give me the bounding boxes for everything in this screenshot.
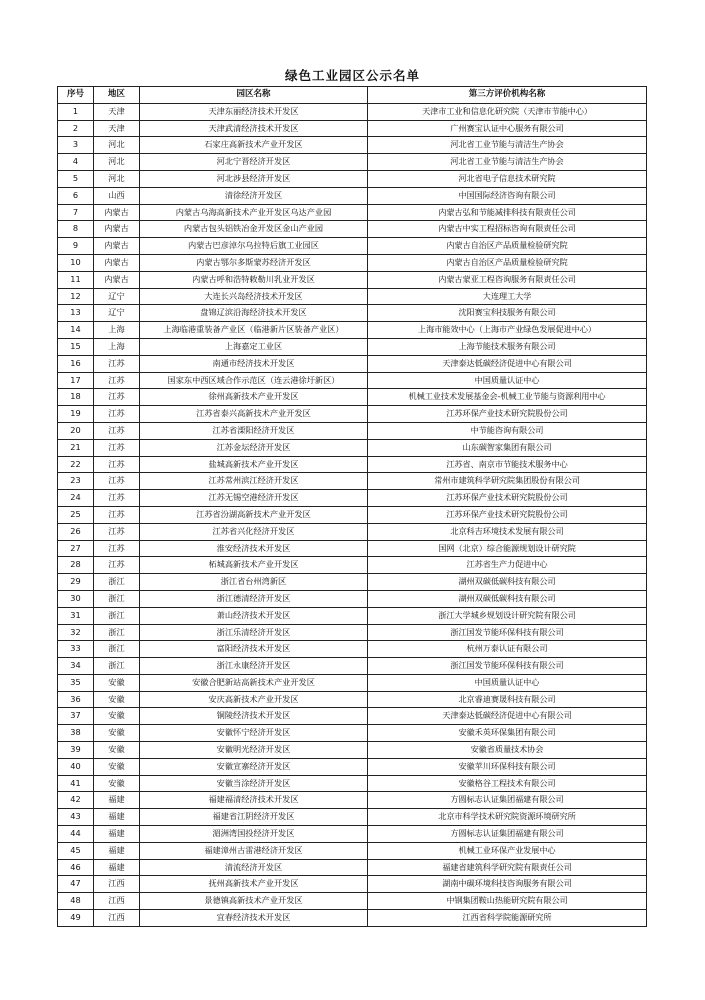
table-row xyxy=(58,826,647,843)
row-no: 34 xyxy=(58,658,94,675)
row-region: 浙江 xyxy=(94,624,140,641)
row-evaluator: 上海节能技术服务有限公司 xyxy=(368,338,647,355)
row-park-name: 福建福清经济技术开发区 xyxy=(140,792,368,809)
table-row xyxy=(58,590,647,607)
table-row xyxy=(58,288,647,305)
row-no: 9 xyxy=(58,238,94,255)
row-region: 浙江 xyxy=(94,658,140,675)
row-region: 内蒙古 xyxy=(94,204,140,221)
row-park-name: 安徽宣寨经济开发区 xyxy=(140,758,368,775)
row-evaluator: 天津市工业和信息化研究院（天津市节能中心） xyxy=(368,103,647,120)
row-no: 12 xyxy=(58,288,94,305)
table-row xyxy=(58,355,647,372)
table-row xyxy=(58,540,647,557)
table-row xyxy=(58,406,647,423)
row-evaluator: 河北省电子信息技术研究院 xyxy=(368,170,647,187)
row-evaluator: 国网（北京）综合能源规划设计研究院 xyxy=(368,540,647,557)
row-park-name: 福建漳州古雷港经济开发区 xyxy=(140,842,368,859)
table-row xyxy=(58,691,647,708)
row-evaluator: 江苏环保产业技术研究院股份公司 xyxy=(368,490,647,507)
row-no: 27 xyxy=(58,540,94,557)
header-region: 地区 xyxy=(94,87,140,104)
row-region: 江苏 xyxy=(94,473,140,490)
row-region: 江苏 xyxy=(94,490,140,507)
row-no: 36 xyxy=(58,691,94,708)
row-evaluator: 中国国际经济咨询有限公司 xyxy=(368,187,647,204)
row-evaluator: 安徽省质量技术协会 xyxy=(368,742,647,759)
row-region: 江苏 xyxy=(94,456,140,473)
table-row xyxy=(58,422,647,439)
row-evaluator: 内蒙古弘和节能减排科技有限责任公司 xyxy=(368,204,647,221)
row-no: 31 xyxy=(58,607,94,624)
row-evaluator: 安徽禾英环保集团有限公司 xyxy=(368,725,647,742)
row-park-name: 南通市经济技术开发区 xyxy=(140,355,368,372)
row-park-name: 江苏省汾湖高新技术产业开发区 xyxy=(140,506,368,523)
table-row xyxy=(58,725,647,742)
row-park-name: 柘城高新技术产业开发区 xyxy=(140,557,368,574)
table-row xyxy=(58,708,647,725)
row-park-name: 大连长兴岛经济技术开发区 xyxy=(140,288,368,305)
table-row xyxy=(58,170,647,187)
table-row xyxy=(58,103,647,120)
row-evaluator: 江苏环保产业技术研究院股份公司 xyxy=(368,406,647,423)
row-no: 21 xyxy=(58,439,94,456)
row-no: 6 xyxy=(58,187,94,204)
row-region: 安徽 xyxy=(94,758,140,775)
row-park-name: 江苏省泰兴高新技术产业开发区 xyxy=(140,406,368,423)
table-row xyxy=(58,910,647,927)
row-region: 江苏 xyxy=(94,422,140,439)
row-no: 14 xyxy=(58,322,94,339)
row-park-name: 内蒙古呼和浩特敕勒川乳业开发区 xyxy=(140,271,368,288)
row-evaluator: 北京睿迪赛晟科技有限公司 xyxy=(368,691,647,708)
row-evaluator: 安徽格谷工程技术有限公司 xyxy=(368,775,647,792)
row-no: 25 xyxy=(58,506,94,523)
row-region: 江苏 xyxy=(94,389,140,406)
row-evaluator: 安徽苹川环保科技有限公司 xyxy=(368,758,647,775)
row-no: 26 xyxy=(58,523,94,540)
row-evaluator: 江苏省、南京市节能技术服务中心 xyxy=(368,456,647,473)
row-park-name: 萧山经济技术开发区 xyxy=(140,607,368,624)
row-evaluator: 中节能咨询有限公司 xyxy=(368,422,647,439)
row-evaluator: 方圆标志认证集团福建有限公司 xyxy=(368,792,647,809)
row-region: 江苏 xyxy=(94,506,140,523)
table-row xyxy=(58,254,647,271)
row-evaluator: 机械工业环保产业发展中心 xyxy=(368,842,647,859)
row-no: 3 xyxy=(58,137,94,154)
row-park-name: 淮安经济技术开发区 xyxy=(140,540,368,557)
row-no: 46 xyxy=(58,859,94,876)
table-row xyxy=(58,876,647,893)
row-evaluator: 河北省工业节能与清洁生产协会 xyxy=(368,154,647,171)
row-region: 辽宁 xyxy=(94,305,140,322)
row-region: 浙江 xyxy=(94,607,140,624)
table-row xyxy=(58,758,647,775)
row-region: 福建 xyxy=(94,859,140,876)
row-evaluator: 江西省科学院能源研究所 xyxy=(368,910,647,927)
row-park-name: 盐城高新技术产业开发区 xyxy=(140,456,368,473)
row-region: 安徽 xyxy=(94,775,140,792)
row-park-name: 上海嘉定工业区 xyxy=(140,338,368,355)
row-park-name: 江苏省兴化经济开发区 xyxy=(140,523,368,540)
row-evaluator: 北京科吉环境技术发展有限公司 xyxy=(368,523,647,540)
row-park-name: 清徐经济开发区 xyxy=(140,187,368,204)
row-region: 内蒙古 xyxy=(94,221,140,238)
row-region: 内蒙古 xyxy=(94,271,140,288)
table-row xyxy=(58,809,647,826)
table-row xyxy=(58,557,647,574)
row-region: 浙江 xyxy=(94,590,140,607)
row-no: 33 xyxy=(58,641,94,658)
row-park-name: 浙江乐清经济开发区 xyxy=(140,624,368,641)
row-no: 45 xyxy=(58,842,94,859)
row-no: 18 xyxy=(58,389,94,406)
table-row xyxy=(58,607,647,624)
row-evaluator: 浙江国发节能环保科技有限公司 xyxy=(368,624,647,641)
row-no: 17 xyxy=(58,372,94,389)
row-no: 42 xyxy=(58,792,94,809)
row-park-name: 景德镇高新技术产业开发区 xyxy=(140,893,368,910)
row-region: 安徽 xyxy=(94,742,140,759)
row-no: 48 xyxy=(58,893,94,910)
row-evaluator: 内蒙古自治区产品质量检验研究院 xyxy=(368,254,647,271)
row-evaluator: 湖州双碳低碳科技有限公司 xyxy=(368,590,647,607)
row-evaluator: 内蒙古中实工程招标咨询有限责任公司 xyxy=(368,221,647,238)
page-title: 绿色工业园区公示名单 xyxy=(284,68,420,83)
row-evaluator: 杭州万泰认证有限公司 xyxy=(368,641,647,658)
row-park-name: 安徽合肥新站高新技术产业开发区 xyxy=(140,674,368,691)
row-evaluator: 天津泰达低碳经济促进中心有限公司 xyxy=(368,708,647,725)
row-park-name: 安徽明光经济开发区 xyxy=(140,742,368,759)
row-no: 22 xyxy=(58,456,94,473)
table-row xyxy=(58,641,647,658)
row-evaluator: 江苏环保产业技术研究院股份公司 xyxy=(368,506,647,523)
row-no: 13 xyxy=(58,305,94,322)
table-row xyxy=(58,221,647,238)
table-row xyxy=(58,506,647,523)
row-evaluator: 湖州双碳低碳科技有限公司 xyxy=(368,574,647,591)
row-park-name: 内蒙古包头铝铁冶金开发区金山产业园 xyxy=(140,221,368,238)
row-evaluator: 中国质量认证中心 xyxy=(368,674,647,691)
row-no: 47 xyxy=(58,876,94,893)
row-park-name: 湄洲湾国投经济开发区 xyxy=(140,826,368,843)
row-no: 20 xyxy=(58,422,94,439)
table-row xyxy=(58,490,647,507)
row-region: 福建 xyxy=(94,792,140,809)
row-region: 江苏 xyxy=(94,439,140,456)
row-region: 辽宁 xyxy=(94,288,140,305)
table-row xyxy=(58,674,647,691)
table-row xyxy=(58,271,647,288)
row-region: 安徽 xyxy=(94,691,140,708)
row-region: 山西 xyxy=(94,187,140,204)
table-body xyxy=(58,103,647,926)
row-park-name: 宜春经济技术开发区 xyxy=(140,910,368,927)
row-region: 安徽 xyxy=(94,674,140,691)
row-park-name: 河北涉县经济开发区 xyxy=(140,170,368,187)
row-no: 41 xyxy=(58,775,94,792)
row-region: 江苏 xyxy=(94,372,140,389)
row-park-name: 江苏常州滨江经济开发区 xyxy=(140,473,368,490)
row-no: 24 xyxy=(58,490,94,507)
row-park-name: 徐州高新技术产业开发区 xyxy=(140,389,368,406)
row-no: 10 xyxy=(58,254,94,271)
row-no: 19 xyxy=(58,406,94,423)
row-park-name: 天津东丽经济技术开发区 xyxy=(140,103,368,120)
row-region: 江苏 xyxy=(94,540,140,557)
row-evaluator: 内蒙古自治区产品质量检验研究院 xyxy=(368,238,647,255)
row-park-name: 铜陵经济技术开发区 xyxy=(140,708,368,725)
row-no: 39 xyxy=(58,742,94,759)
row-region: 江苏 xyxy=(94,406,140,423)
row-park-name: 内蒙古巴彦淖尔乌拉特后旗工业园区 xyxy=(140,238,368,255)
row-no: 38 xyxy=(58,725,94,742)
row-evaluator: 湖南中碳环境科技咨询服务有限公司 xyxy=(368,876,647,893)
row-region: 河北 xyxy=(94,137,140,154)
row-region: 内蒙古 xyxy=(94,254,140,271)
table-header-row xyxy=(58,87,647,104)
row-region: 天津 xyxy=(94,103,140,120)
row-no: 37 xyxy=(58,708,94,725)
row-region: 江西 xyxy=(94,910,140,927)
table-row xyxy=(58,624,647,641)
row-park-name: 浙江永康经济开发区 xyxy=(140,658,368,675)
row-region: 安徽 xyxy=(94,725,140,742)
row-region: 江苏 xyxy=(94,523,140,540)
row-park-name: 抚州高新技术产业开发区 xyxy=(140,876,368,893)
row-no: 11 xyxy=(58,271,94,288)
row-park-name: 天津武清经济技术开发区 xyxy=(140,120,368,137)
table-row xyxy=(58,204,647,221)
row-region: 天津 xyxy=(94,120,140,137)
row-park-name: 浙江德清经济开发区 xyxy=(140,590,368,607)
row-evaluator: 浙江国发节能环保科技有限公司 xyxy=(368,658,647,675)
row-evaluator: 内蒙古蒙亚工程咨询服务有限责任公司 xyxy=(368,271,647,288)
row-evaluator: 常州市建筑科学研究院集团股份有限公司 xyxy=(368,473,647,490)
table-row xyxy=(58,775,647,792)
row-park-name: 浙江省台州湾新区 xyxy=(140,574,368,591)
row-evaluator: 方圆标志认证集团福建有限公司 xyxy=(368,826,647,843)
row-park-name: 内蒙古鄂尔多斯蒙苏经济开发区 xyxy=(140,254,368,271)
row-no: 8 xyxy=(58,221,94,238)
row-evaluator: 大连理工大学 xyxy=(368,288,647,305)
table-row xyxy=(58,792,647,809)
row-park-name: 江苏金坛经济开发区 xyxy=(140,439,368,456)
row-park-name: 安徽当涂经济开发区 xyxy=(140,775,368,792)
row-no: 40 xyxy=(58,758,94,775)
row-region: 福建 xyxy=(94,826,140,843)
row-region: 上海 xyxy=(94,322,140,339)
table-row xyxy=(58,658,647,675)
row-no: 28 xyxy=(58,557,94,574)
table-row xyxy=(58,120,647,137)
table-row xyxy=(58,523,647,540)
row-park-name: 上海临港重装备产业区（临港新片区装备产业区） xyxy=(140,322,368,339)
table-row xyxy=(58,574,647,591)
row-park-name: 石家庄高新技术产业开发区 xyxy=(140,137,368,154)
row-no: 44 xyxy=(58,826,94,843)
header-no: 序号 xyxy=(58,87,94,104)
row-region: 河北 xyxy=(94,170,140,187)
table-row xyxy=(58,322,647,339)
row-no: 1 xyxy=(58,103,94,120)
header-park-name: 园区名称 xyxy=(140,87,368,104)
table-row xyxy=(58,742,647,759)
row-evaluator: 河北省工业节能与清洁生产协会 xyxy=(368,137,647,154)
row-region: 浙江 xyxy=(94,641,140,658)
row-region: 福建 xyxy=(94,842,140,859)
row-park-name: 河北宁晋经济开发区 xyxy=(140,154,368,171)
table-row xyxy=(58,338,647,355)
row-region: 江西 xyxy=(94,893,140,910)
row-region: 安徽 xyxy=(94,708,140,725)
row-park-name: 福建省江阴经济开发区 xyxy=(140,809,368,826)
table-row xyxy=(58,859,647,876)
row-no: 43 xyxy=(58,809,94,826)
row-region: 江苏 xyxy=(94,355,140,372)
row-park-name: 内蒙古乌海高新技术产业开发区乌达产业园 xyxy=(140,204,368,221)
row-no: 7 xyxy=(58,204,94,221)
row-evaluator: 沈阳赛宝科技服务有限公司 xyxy=(368,305,647,322)
table-row xyxy=(58,137,647,154)
row-park-name: 安庆高新技术产业开发区 xyxy=(140,691,368,708)
table-row xyxy=(58,389,647,406)
table-row xyxy=(58,372,647,389)
row-evaluator: 广州赛宝认证中心服务有限公司 xyxy=(368,120,647,137)
row-park-name: 盘锦辽滨沿海经济技术开发区 xyxy=(140,305,368,322)
row-no: 35 xyxy=(58,674,94,691)
table-row xyxy=(58,456,647,473)
row-park-name: 安徽怀宁经济开发区 xyxy=(140,725,368,742)
row-evaluator: 江苏省生产力促进中心 xyxy=(368,557,647,574)
row-region: 福建 xyxy=(94,809,140,826)
table-row xyxy=(58,473,647,490)
table-row xyxy=(58,439,647,456)
table-row xyxy=(58,154,647,171)
row-evaluator: 福建省建筑科学研究院有限责任公司 xyxy=(368,859,647,876)
row-evaluator: 北京市科学技术研究院资源环境研究所 xyxy=(368,809,647,826)
green-park-table xyxy=(57,86,647,927)
table-row xyxy=(58,893,647,910)
row-no: 30 xyxy=(58,590,94,607)
row-park-name: 江苏无锡空港经济开发区 xyxy=(140,490,368,507)
row-park-name: 富阳经济技术开发区 xyxy=(140,641,368,658)
row-no: 32 xyxy=(58,624,94,641)
row-park-name: 国家东中西区域合作示范区（连云港徐圩新区） xyxy=(140,372,368,389)
table-row xyxy=(58,238,647,255)
row-no: 5 xyxy=(58,170,94,187)
row-region: 上海 xyxy=(94,338,140,355)
row-region: 河北 xyxy=(94,154,140,171)
row-park-name: 江苏省溧阳经济开发区 xyxy=(140,422,368,439)
header-evaluator: 第三方评价机构名称 xyxy=(368,87,647,104)
table-row xyxy=(58,187,647,204)
row-evaluator: 天津泰达低碳经济促进中心有限公司 xyxy=(368,355,647,372)
table-row xyxy=(58,305,647,322)
row-evaluator: 中钢集团鞍山热能研究院有限公司 xyxy=(368,893,647,910)
row-evaluator: 山东碳智家集团有限公司 xyxy=(368,439,647,456)
row-region: 内蒙古 xyxy=(94,238,140,255)
row-no: 23 xyxy=(58,473,94,490)
row-region: 浙江 xyxy=(94,574,140,591)
row-no: 2 xyxy=(58,120,94,137)
row-evaluator: 机械工业技术发展基金会-机械工业节能与资源利用中心 xyxy=(368,389,647,406)
row-no: 29 xyxy=(58,574,94,591)
row-no: 15 xyxy=(58,338,94,355)
row-no: 49 xyxy=(58,910,94,927)
row-evaluator: 中国质量认证中心 xyxy=(368,372,647,389)
row-evaluator: 上海市能效中心（上海市产业绿色发展促进中心） xyxy=(368,322,647,339)
row-region: 江苏 xyxy=(94,557,140,574)
row-evaluator: 浙江大学城乡规划设计研究院有限公司 xyxy=(368,607,647,624)
table-row xyxy=(58,842,647,859)
row-no: 16 xyxy=(58,355,94,372)
row-region: 江西 xyxy=(94,876,140,893)
row-park-name: 清流经济开发区 xyxy=(140,859,368,876)
row-no: 4 xyxy=(58,154,94,171)
